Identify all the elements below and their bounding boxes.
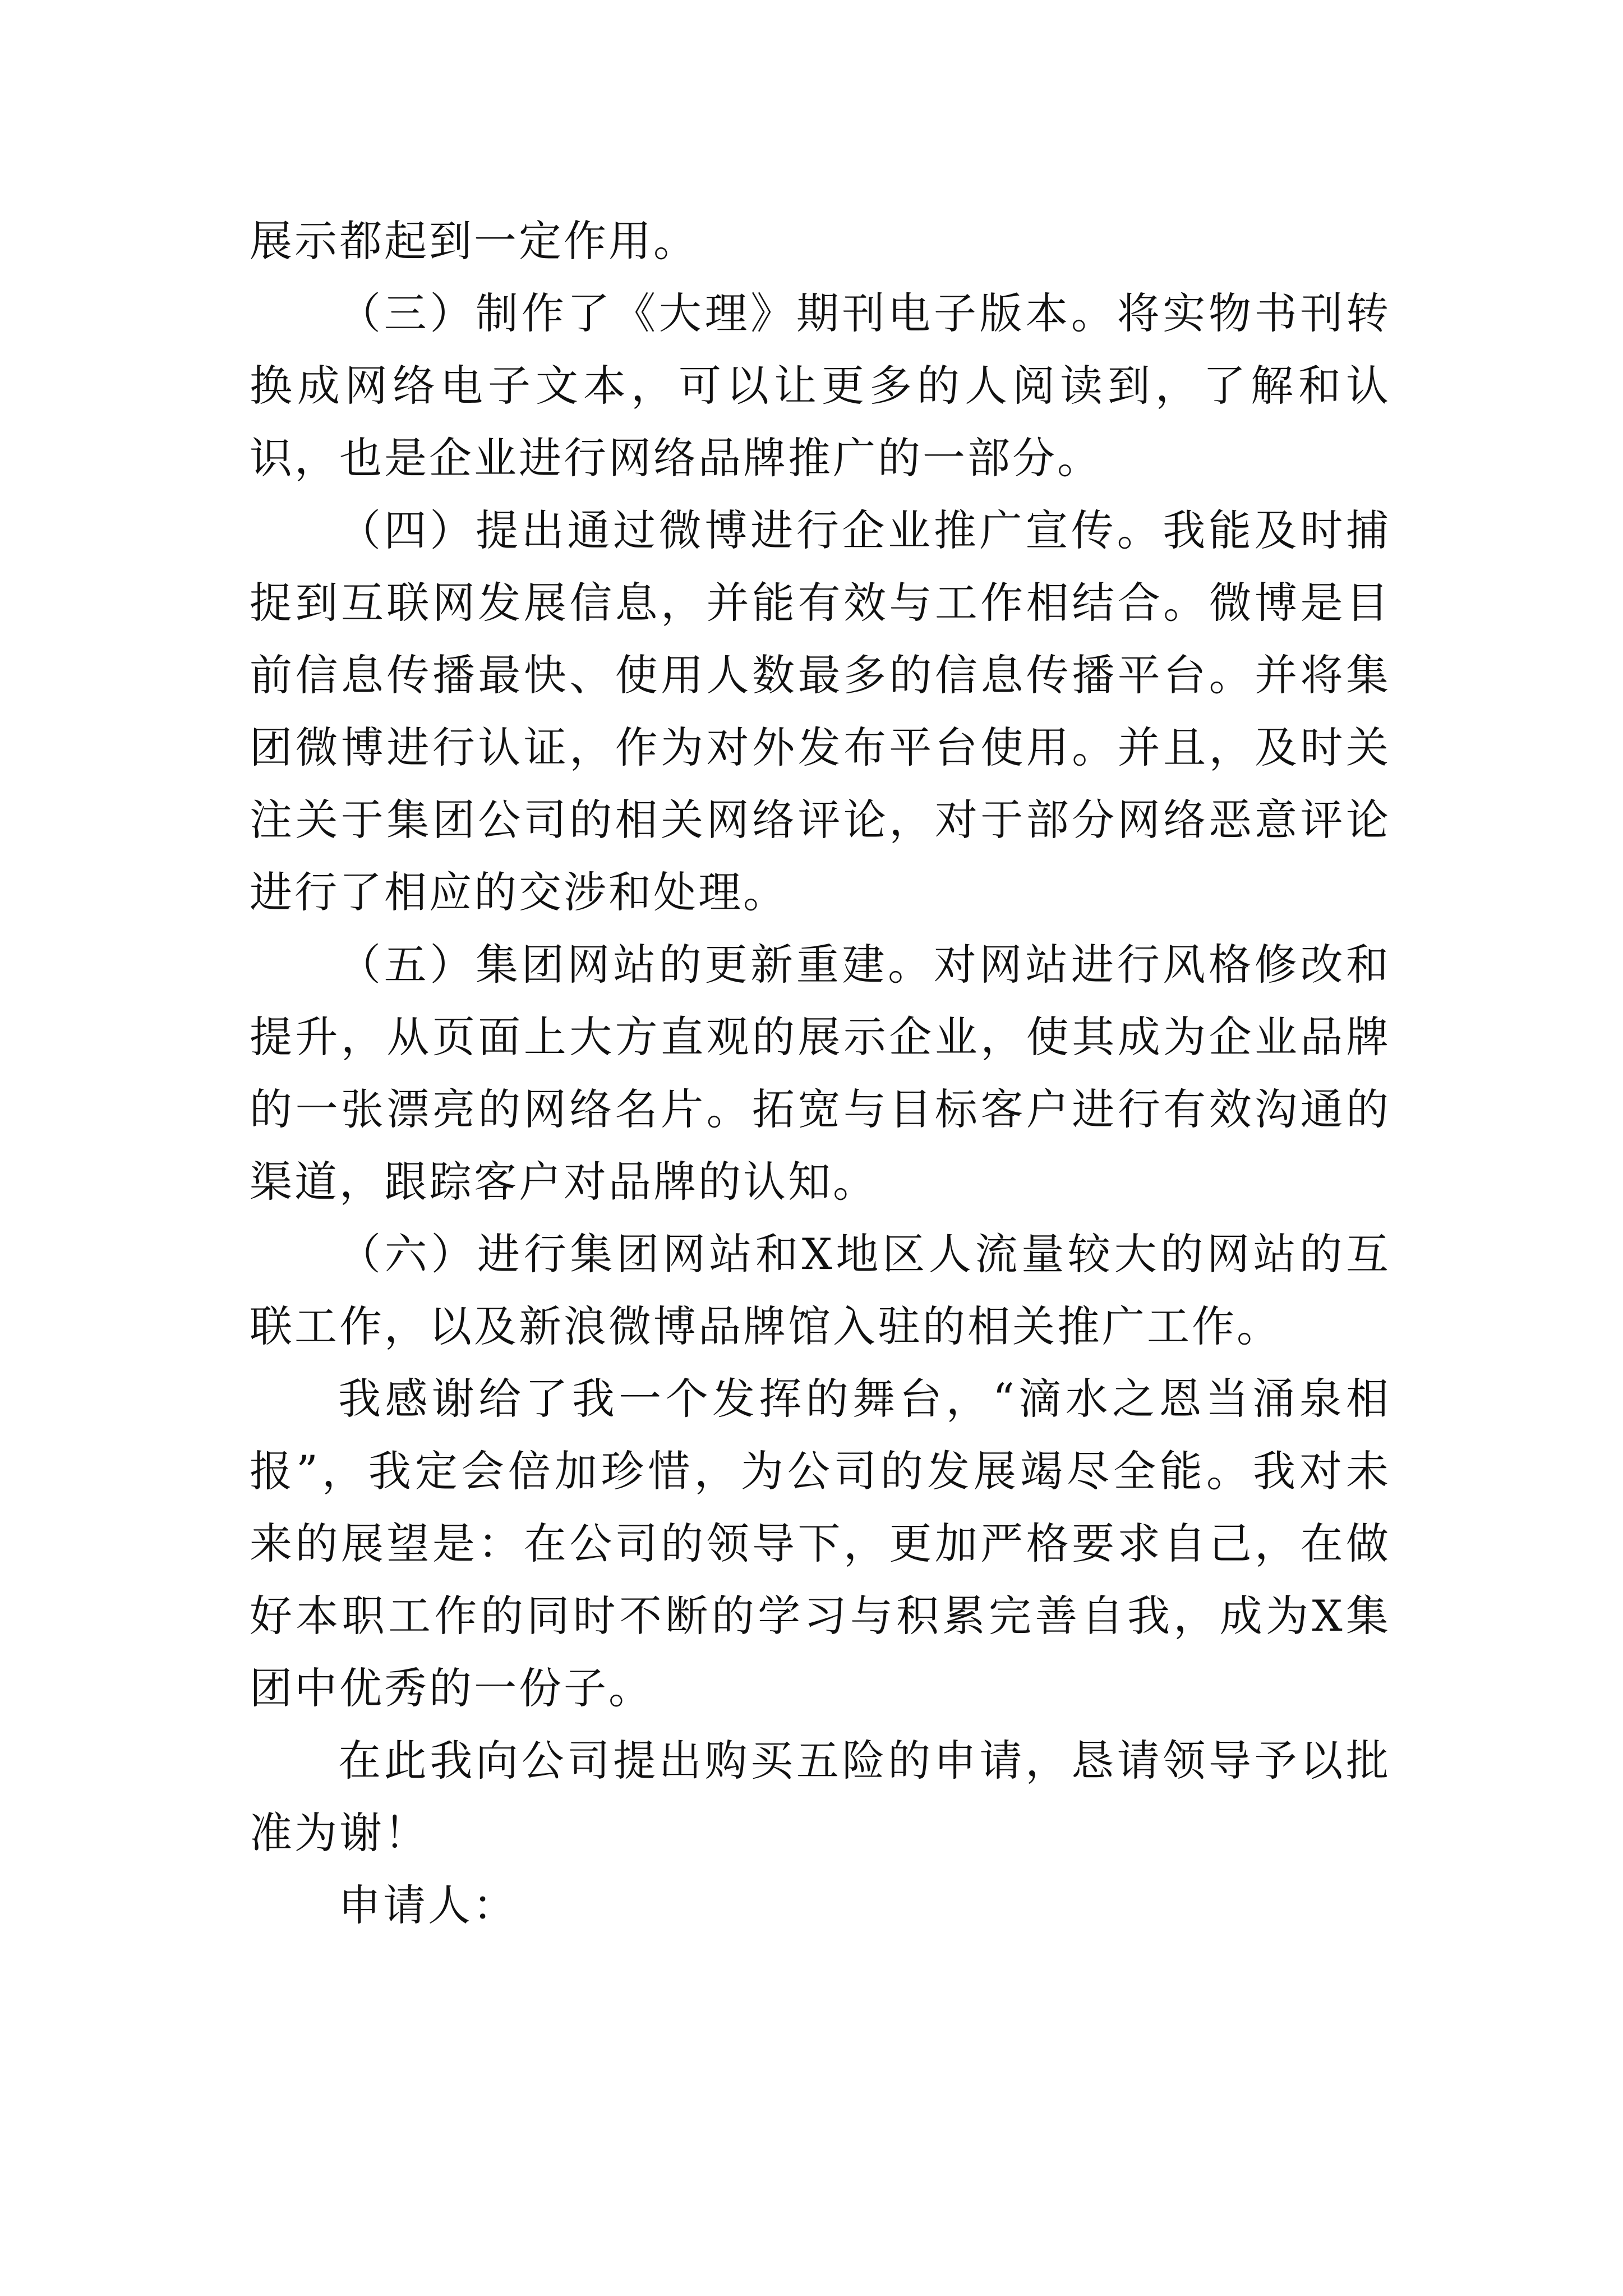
paragraph-continuation: 展示都起到一定作用。 — [250, 216, 698, 266]
signature-label: 申请人： — [338, 1880, 518, 1930]
paragraph-request: 在此我向公司提出购买五险的申请，恳请领导予以批准为谢！ — [250, 1736, 1391, 1858]
document-body — [250, 205, 1391, 1941]
paragraph-item-3: （三）制作了《大理》期刊电子版本。将实物书刊转换成网络电子文本，可以让更多的人阅读到，了解和认识，也是企业进行网络品牌推广的一部分。 — [250, 288, 1391, 483]
paragraph-item-6: （六）进行集团网站和X地区人流量较大的网站的互联工作，以及新浪微博品牌馆入驻的相关推广工作。 — [250, 1229, 1391, 1351]
paragraph-item-4: （四）提出通过微博进行企业推广宣传。我能及时捕捉到互联网发展信息，并能有效与工作相结合。微博是目前信息传播最快、使用人数最多的信息传播平台。并将集团微博进行认证，作为对外发布平台使用。并且，及时关注关于集团公司的相关网络评论，对于部分网络恶意评论进行了相应的交涉和处理。 — [250, 505, 1391, 917]
paragraph-gratitude: 我感谢给了我一个发挥的舞台，“滴水之恩当涌泉相报”，我定会倍加珍惜，为公司的发展竭尽全能。我对未来的展望是：在公司的领导下，更加严格要求自己，在做好本职工作的同时不断的学习与积累完善自我，成为X集团中优秀的一份子。 — [250, 1374, 1391, 1713]
paragraph-item-5: （五）集团网站的更新重建。对网站进行风格修改和提升，从页面上大方直观的展示企业，使其成为企业品牌的一张漂亮的网络名片。拓宽与目标客户进行有效沟通的渠道，跟踪客户对品牌的认知。 — [250, 940, 1391, 1207]
